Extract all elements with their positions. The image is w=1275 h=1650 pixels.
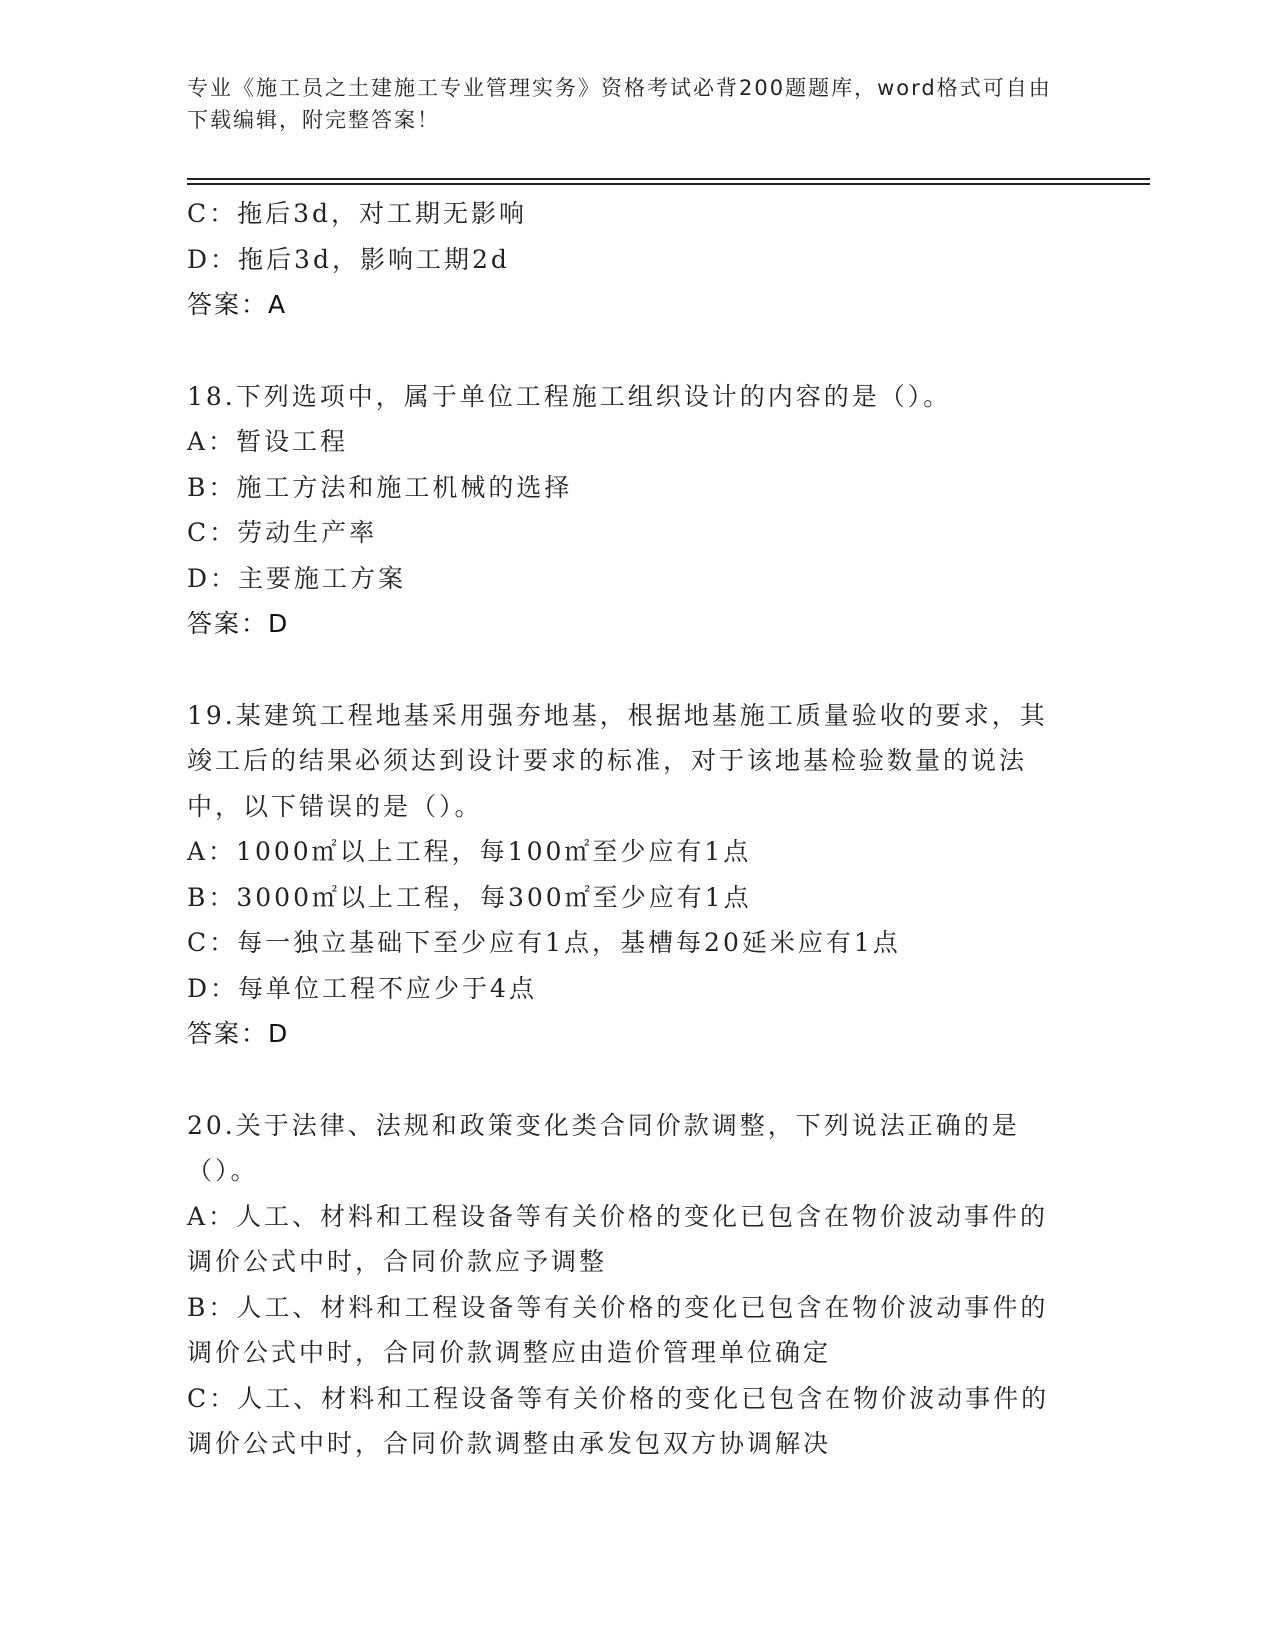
option-a: A：1000㎡以上工程，每100㎡至少应有1点 bbox=[187, 837, 752, 866]
option-d: D：每单位工程不应少于4点 bbox=[187, 973, 537, 1003]
header-rule-bottom bbox=[187, 183, 1150, 185]
option-c: C：每一独立基础下至少应有1点，基槽每20延米应有1点 bbox=[187, 928, 901, 957]
answer: 答案：D bbox=[187, 609, 290, 638]
option-b: B：施工方法和施工机械的选择 bbox=[187, 472, 573, 502]
option-c: C：人工、材料和工程设备等有关价格的变化已包含在物价波动事件的调价公式中时，合同价款调整由承发包双方协调解决 bbox=[187, 1383, 1050, 1458]
spacer bbox=[187, 1057, 1087, 1103]
option-c: C：劳动生产率 bbox=[187, 518, 378, 547]
option-d: D：拖后3d，影响工期2d bbox=[187, 244, 510, 274]
question-stem: 18.下列选项中，属于单位工程施工组织设计的内容的是（）。 bbox=[187, 381, 952, 411]
option-a: A：人工、材料和工程设备等有关价格的变化已包含在物价波动事件的调价公式中时，合同价款应予调整 bbox=[187, 1201, 1049, 1276]
option-b: B：3000㎡以上工程，每300㎡至少应有1点 bbox=[187, 882, 752, 912]
question-list bbox=[187, 191, 1087, 1467]
question-19 bbox=[187, 693, 1087, 1057]
option-d: D：主要施工方案 bbox=[187, 563, 407, 593]
page-header: 专业《施工员之土建施工专业管理实务》资格考试必背200题题库，word格式可自由下载编辑，附完整答案！ bbox=[187, 76, 1052, 132]
option-a: A：暂设工程 bbox=[187, 427, 349, 456]
option-c: C：拖后3d，对工期无影响 bbox=[187, 199, 528, 228]
question-stem: 19.某建筑工程地基采用强夯地基，根据地基施工质量验收的要求，其竣工后的结果必须达到设计要求的标准，对于该地基检验数量的说法中，以下错误的是（）。 bbox=[187, 700, 1048, 821]
question-17-tail bbox=[187, 191, 1087, 328]
option-b: B：人工、材料和工程设备等有关价格的变化已包含在物价波动事件的调价公式中时，合同价款调整应由造价管理单位确定 bbox=[187, 1292, 1049, 1367]
question-stem: 20.关于法律、法规和政策变化类合同价款调整，下列说法正确的是（）。 bbox=[187, 1110, 1020, 1185]
answer: 答案：D bbox=[187, 1019, 290, 1048]
answer: 答案：A bbox=[187, 290, 288, 319]
spacer bbox=[187, 328, 1087, 374]
question-20 bbox=[187, 1103, 1087, 1467]
header-rule-top bbox=[187, 178, 1150, 180]
spacer bbox=[187, 647, 1087, 693]
question-18 bbox=[187, 374, 1087, 647]
